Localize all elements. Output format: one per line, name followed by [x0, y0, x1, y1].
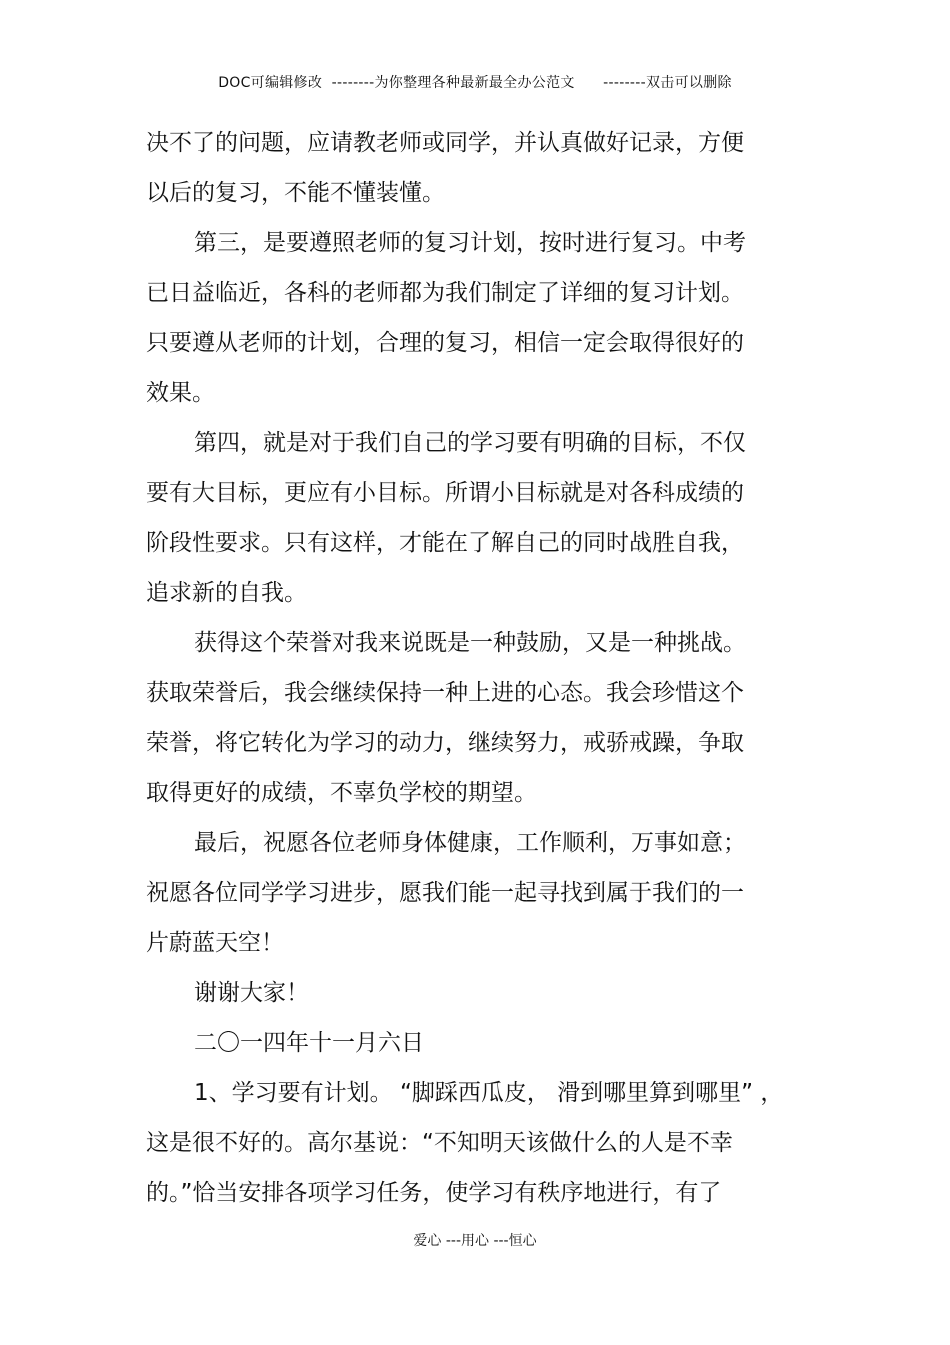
paragraph-start-line: 获得这个荣誉对我来说既是一种鼓励，又是一种挑战。 [194, 630, 746, 656]
text-line: 阶段性要求。只有这样，才能在了解自己的同时战胜自我， [146, 530, 744, 556]
page-header: DOC可编辑修改 --------为你整理各种最新最全办公范文 --------双击可以删除 [218, 75, 732, 91]
text-line: 片蔚蓝天空！ [146, 930, 284, 956]
text-line: 效果。 [146, 380, 215, 406]
paragraph-start-line: 第三，是要遵照老师的复习计划，按时进行复习。中考 [194, 230, 746, 256]
text-line: 决不了的问题，应请教老师或同学，并认真做好记录，方便 [146, 130, 744, 156]
text-line: 已日益临近，各科的老师都为我们制定了详细的复习计划。 [146, 280, 744, 306]
date-line: 二〇一四年十一月六日 [194, 1030, 424, 1056]
page-footer: 爱心 ---用心 ---恒心 [413, 1233, 537, 1249]
closing-line: 谢谢大家！ [194, 980, 309, 1006]
paragraph-start-line: 第四，就是对于我们自己的学习要有明确的目标，不仅 [194, 430, 746, 456]
paragraph-start-line: 1、学习要有计划。 “脚踩西瓜皮， 滑到哪里算到哪里” ， [194, 1080, 784, 1106]
text-line: 取得更好的成绩，不辜负学校的期望。 [146, 780, 537, 806]
paragraph-start-line: 最后，祝愿各位老师身体健康，工作顺利，万事如意； [194, 830, 746, 856]
text-line: 荣誉，将它转化为学习的动力，继续努力，戒骄戒躁，争取 [146, 730, 744, 756]
text-line: 祝愿各位同学学习进步，愿我们能一起寻找到属于我们的一 [146, 880, 744, 906]
document-body [146, 118, 806, 1218]
text-line: 的。”恰当安排各项学习任务，使学习有秩序地进行，有了 [146, 1180, 722, 1206]
text-line: 要有大目标，更应有小目标。所谓小目标就是对各科成绩的 [146, 480, 744, 506]
text-line: 追求新的自我。 [146, 580, 307, 606]
text-line: 这是很不好的。高尔基说：“不知明天该做什么的人是不幸 [146, 1130, 733, 1156]
text-line: 以后的复习，不能不懂装懂。 [146, 180, 445, 206]
text-line: 获取荣誉后，我会继续保持一种上进的心态。我会珍惜这个 [146, 680, 744, 706]
text-line: 只要遵从老师的计划，合理的复习，相信一定会取得很好的 [146, 330, 744, 356]
